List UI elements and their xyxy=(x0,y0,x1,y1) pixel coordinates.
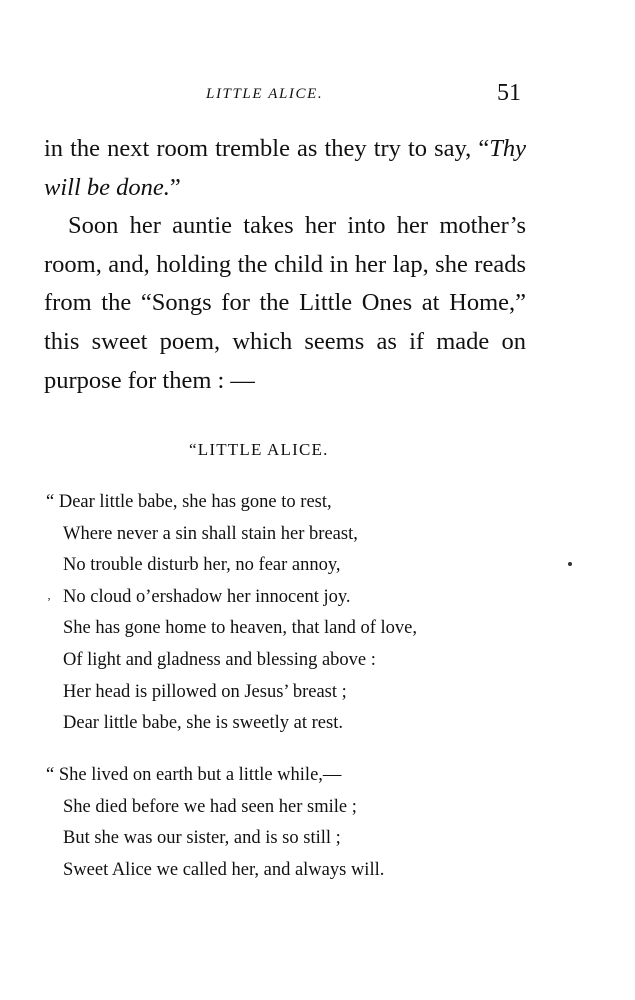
running-title: LITTLE ALICE. xyxy=(206,86,324,102)
closing-quote: ” xyxy=(169,173,181,201)
poem-title: “LITTLE ALICE. xyxy=(189,440,329,459)
page-number: 51 xyxy=(497,80,521,106)
ink-mark: ‚ xyxy=(47,588,51,602)
poem-line: She died before we had seen her smile ; xyxy=(63,796,357,817)
poem-line: “ She lived on earth but a little while,— xyxy=(46,765,342,785)
poem-line: But she was our sister, and is so still ; xyxy=(63,828,341,849)
poem-line: She has gone home to heaven, that land of love, xyxy=(63,618,417,639)
poem-line: “ Dear little babe, she has gone to rest, xyxy=(46,492,332,512)
poem-line: Her head is pillowed on Jesus’ breast ; xyxy=(63,681,347,702)
paragraph-text: in the next room tremble as they try to say, “ xyxy=(44,135,490,162)
emphasized-quote: Thy will be done. xyxy=(44,135,526,201)
prose-body xyxy=(44,130,526,400)
poem-line: No cloud o’ershadow her innocent joy. xyxy=(63,586,351,607)
poem-line: Where never a sin shall stain her breast, xyxy=(63,523,358,544)
poem-stanza-2 xyxy=(46,760,526,886)
poem-line: Of light and gladness and blessing above : xyxy=(63,649,376,670)
paragraph-continued xyxy=(44,130,526,207)
poem-line: Sweet Alice we called her, and always will. xyxy=(63,859,385,880)
poem-line: No trouble disturb her, no fear annoy, xyxy=(63,555,341,576)
ink-speck xyxy=(568,562,572,566)
running-head xyxy=(0,80,635,112)
paragraph-soon-her-auntie: Soon her auntie takes her into her mother’s room, and, holding the child in her lap, she reads from the “Songs for the Little Ones at Home,” this sweet poem, which seems as if made on purpose for them : — xyxy=(44,212,526,394)
poem-stanza-1 xyxy=(46,487,526,740)
poem-line: Dear little babe, she is sweetly at rest. xyxy=(63,713,343,734)
